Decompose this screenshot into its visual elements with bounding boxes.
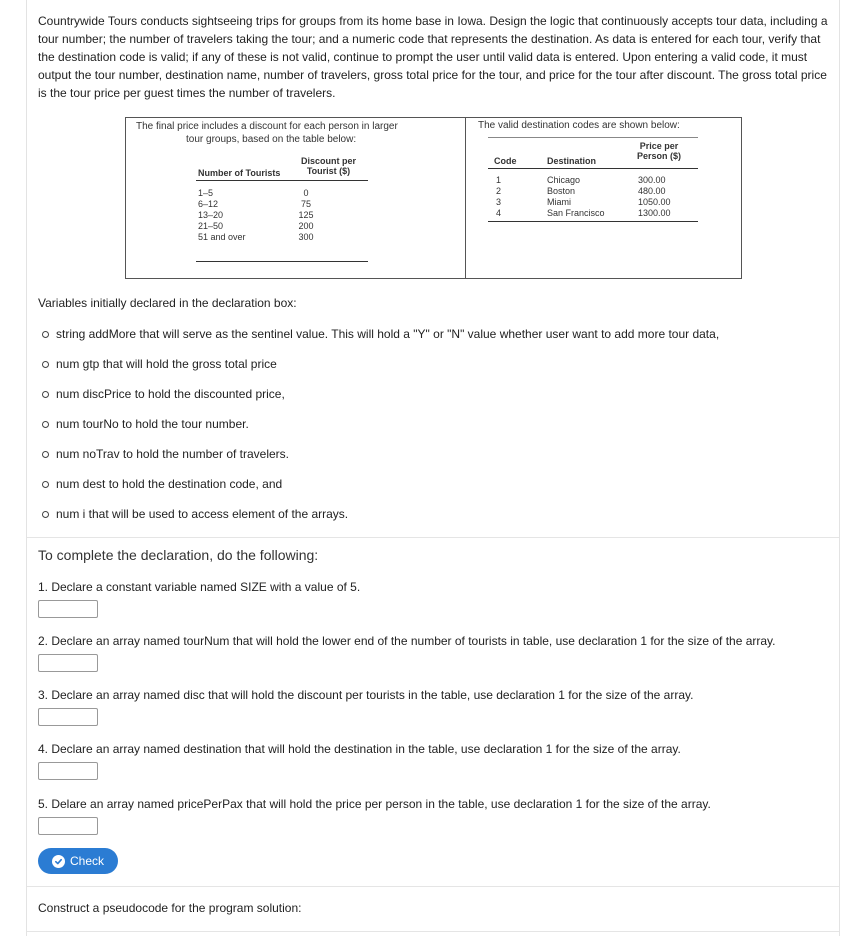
section-divider xyxy=(27,931,839,932)
variable-text: num tourNo to hold the tour number. xyxy=(56,417,249,431)
check-button-label: Check xyxy=(69,854,104,868)
price-cell: 480.00 xyxy=(638,186,666,196)
variable-text: num noTrav to hold the number of travelers. xyxy=(56,447,290,461)
code-cell: 4 xyxy=(496,208,502,218)
construct-prompt: Construct a pseudocode for the program solution: xyxy=(38,901,302,915)
question-1: 1. Declare a constant variable named SIZE with a value of 5. xyxy=(38,580,361,594)
question-4: 4. Declare an array named destination that will hold the destination in the table, use declaration 1 for the size of the array. xyxy=(38,742,681,756)
answer-input-2[interactable] xyxy=(38,654,98,672)
bullet-icon xyxy=(42,511,49,518)
price-column xyxy=(638,175,671,219)
variable-item xyxy=(38,506,719,536)
variable-text: num discPrice to hold the discounted price, xyxy=(56,387,285,401)
bullet-icon xyxy=(42,331,49,338)
discount-cell: 300 xyxy=(298,232,314,242)
bullet-icon xyxy=(42,391,49,398)
bullet-icon xyxy=(42,481,49,488)
tourists-cell: 6–12 xyxy=(198,199,219,209)
problem-description: Countrywide Tours conducts sightseeing trips for groups from its home base in Iowa. Design the logic that continuously accepts tour data, including a tour number; the number of travelers taking the tour; and a numeric code that represents the destination. As data is entered for each tour, verify that the destination code is valid; if any of these is not valid, continue to prompt the user until valid data is entered. Upon entering a valid code, it must output the tour number, destination name, number of travelers, gross total price for the tour, and price for the tour after discount. The gross total price is the tour price per guest times the number of travelers. xyxy=(38,14,828,100)
code-column xyxy=(496,175,501,219)
section-divider xyxy=(27,537,839,538)
destination-column xyxy=(547,175,605,219)
discount-table-caption xyxy=(136,120,436,146)
destination-cell: Chicago xyxy=(547,175,581,185)
discount-header-rule xyxy=(196,180,368,181)
bullet-icon xyxy=(42,421,49,428)
code-cell: 3 xyxy=(496,197,502,207)
destination-table-caption: The valid destination codes are shown below: xyxy=(478,120,680,131)
code-cell: 2 xyxy=(496,186,502,196)
discount-header-line2: Tourist ($) xyxy=(306,166,351,176)
discount-cell: 125 xyxy=(298,210,314,220)
answer-input-1[interactable] xyxy=(38,600,98,618)
question-2: 2. Declare an array named tourNum that will hold the lower end of the number of tourists in table, use declaration 1 for the size of the array. xyxy=(38,634,776,648)
check-circle-icon xyxy=(52,855,65,868)
question-3: 3. Declare an array named disc that will hold the discount per tourists in the table, use declaration 1 for the size of the array. xyxy=(38,688,694,702)
discount-bottom-rule xyxy=(196,261,368,262)
answer-input-5[interactable] xyxy=(38,817,98,835)
discount-cell: 75 xyxy=(300,199,311,209)
destination-bottom-rule xyxy=(488,221,698,222)
discount-cell: 200 xyxy=(298,221,314,231)
variable-text: string addMore that will serve as the sentinel value. This will hold a "Y" or "N" value whether user want to add more tour data, xyxy=(56,327,720,341)
check-button[interactable] xyxy=(38,848,118,874)
destination-header-rule xyxy=(488,168,698,169)
instructions-heading: To complete the declaration, do the following: xyxy=(38,547,319,563)
tables-divider xyxy=(465,118,466,278)
tourists-cell: 1–5 xyxy=(198,188,214,198)
variables-heading: Variables initially declared in the declaration box: xyxy=(38,296,297,310)
variable-item xyxy=(38,416,719,446)
answer-input-3[interactable] xyxy=(38,708,98,726)
tourists-header: Number of Tourists xyxy=(198,168,281,178)
variable-text: num dest to hold the destination code, and xyxy=(56,477,283,491)
price-cell: 300.00 xyxy=(638,175,666,185)
variable-item xyxy=(38,446,719,476)
code-cell: 1 xyxy=(496,175,502,185)
price-header-line2: Person ($) xyxy=(637,151,682,161)
reference-tables-figure xyxy=(125,117,742,279)
tourists-cell: 21–50 xyxy=(198,221,224,231)
answer-input-4[interactable] xyxy=(38,762,98,780)
price-header-line1: Price per xyxy=(639,141,679,151)
tourists-column xyxy=(198,188,246,243)
discount-column xyxy=(291,188,321,243)
variable-item xyxy=(38,326,719,356)
discount-header xyxy=(296,156,361,176)
variable-text: num gtp that will hold the gross total price xyxy=(56,357,277,371)
price-cell: 1050.00 xyxy=(638,197,671,207)
variables-list xyxy=(38,326,719,536)
destination-cell: Boston xyxy=(547,186,576,196)
destination-cell: Miami xyxy=(547,197,571,207)
discount-caption-line2: tour groups, based on the table below: xyxy=(186,134,357,145)
variable-text: num i that will be used to access element of the arrays. xyxy=(56,507,349,521)
discount-caption-line1: The final price includes a discount for each person in larger xyxy=(136,121,398,132)
section-divider xyxy=(27,886,839,887)
tourists-cell: 51 and over xyxy=(198,232,246,242)
tourists-cell: 13–20 xyxy=(198,210,224,220)
bullet-icon xyxy=(42,361,49,368)
question-5: 5. Delare an array named pricePerPax that will hold the price per person in the table, use declaration 1 for the size of the array. xyxy=(38,797,711,811)
variable-item xyxy=(38,356,719,386)
price-cell: 1300.00 xyxy=(638,208,671,218)
discount-header-line1: Discount per xyxy=(300,156,356,166)
price-header xyxy=(637,141,681,161)
variable-item xyxy=(38,476,719,506)
destination-cell: San Francisco xyxy=(547,208,605,218)
destination-top-rule xyxy=(488,137,698,138)
code-header: Code xyxy=(494,156,517,166)
bullet-icon xyxy=(42,451,49,458)
discount-cell: 0 xyxy=(303,188,309,198)
variable-item xyxy=(38,386,719,416)
destination-header: Destination xyxy=(547,156,597,166)
